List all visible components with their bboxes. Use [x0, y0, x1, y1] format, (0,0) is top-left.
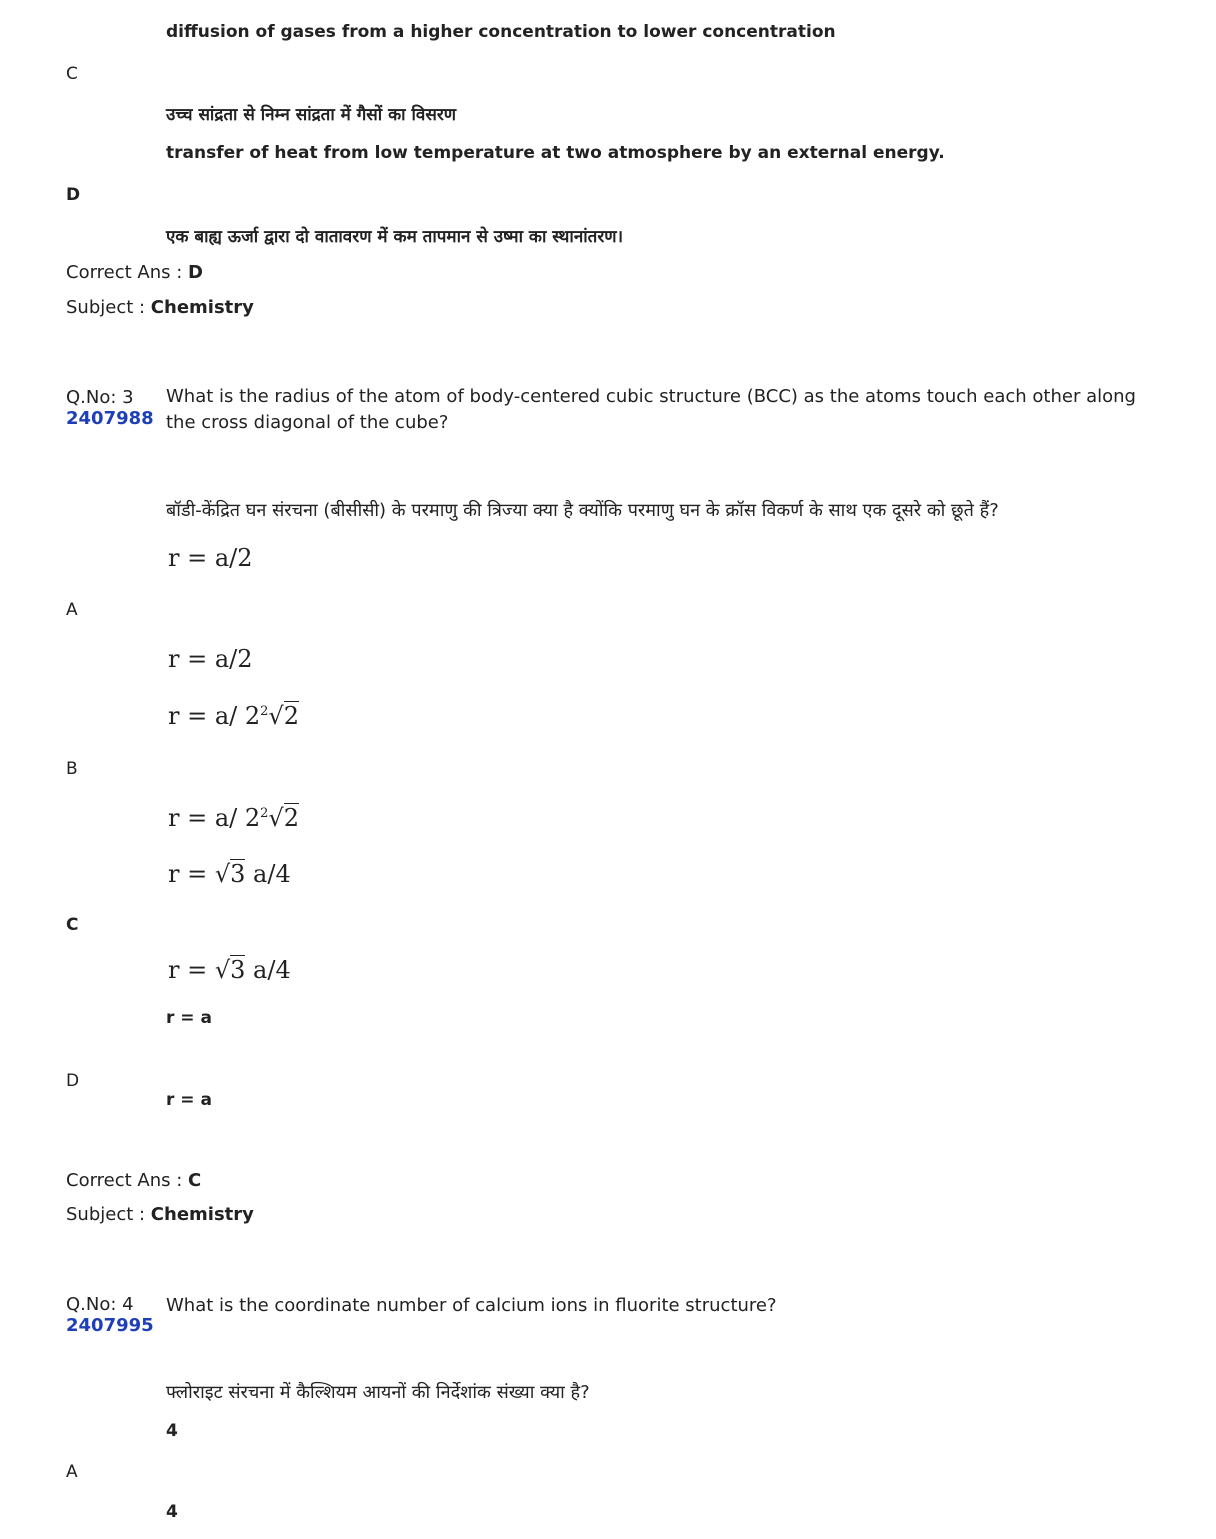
radical-icon: √ [214, 860, 231, 888]
q3-id: 2407988 [66, 408, 154, 429]
radical-icon: √ [214, 956, 231, 984]
formula-prefix: r = [168, 860, 215, 888]
q3-option-d-english: r = a [166, 1008, 212, 1028]
q3-option-c-hindi [168, 956, 291, 984]
q4-question-english: What is the coordinate number of calcium ions in fluorite structure? [166, 1295, 777, 1316]
q2-option-c-english: diffusion of gases from a higher concentration to lower concentration [166, 22, 836, 42]
q3-option-b-hindi [168, 804, 299, 832]
q2-option-d-letter: D [66, 185, 81, 205]
q2-correct-answer [66, 262, 203, 283]
formula-suffix: a/4 [245, 956, 291, 984]
q4-id: 2407995 [66, 1315, 154, 1336]
correct-ans-label: Correct Ans : [66, 262, 189, 283]
q3-option-b-letter: B [66, 759, 78, 779]
subject-value: Chemistry [150, 297, 254, 318]
q2-subject [66, 297, 254, 318]
radicand: 2 [283, 804, 299, 832]
q3-option-c-english [168, 860, 291, 888]
correct-ans-label: Correct Ans : [66, 1170, 189, 1191]
root-index: 2 [260, 806, 269, 821]
formula-prefix: r = a/ 2 [168, 702, 261, 730]
q4-option-a-hindi: 4 [166, 1502, 178, 1522]
q2-option-c-hindi: उच्च सांद्रता से निम्न सांद्रता में गैसों का विसरण [166, 105, 457, 125]
correct-ans-value: D [188, 262, 203, 283]
q2-option-d-english: transfer of heat from low temperature at two atmosphere by an external energy. [166, 143, 945, 163]
q3-option-b-english [168, 702, 299, 730]
radical-icon: √ [268, 804, 284, 832]
radicand: 2 [283, 702, 299, 730]
q3-option-a-english: r = a/2 [168, 544, 253, 572]
q2-option-d-hindi: एक बाह्य ऊर्जा द्वारा दो वातावरण में कम तापमान से उष्मा का स्थानांतरण। [166, 227, 624, 247]
q4-option-a-letter: A [66, 1462, 78, 1482]
q3-subject [66, 1204, 254, 1225]
radicand: 3 [230, 956, 246, 984]
formula-prefix: r = [168, 956, 215, 984]
subject-value: Chemistry [150, 1204, 254, 1225]
formula-suffix: a/4 [245, 860, 291, 888]
radicand: 3 [230, 860, 246, 888]
q3-number: Q.No: 3 [66, 387, 134, 408]
q3-correct-answer [66, 1170, 201, 1191]
q3-option-c-letter: C [66, 915, 79, 935]
correct-ans-value: C [188, 1170, 202, 1191]
q3-question-hindi: बॉडी-केंद्रित घन संरचना (बीसीसी) के परमाणु की त्रिज्या क्या है क्योंकि परमाणु घन के क्रॉस विकर्ण के साथ एक दूसरे को छूते हैं? [166, 500, 999, 521]
formula-prefix: r = a/ 2 [168, 804, 261, 832]
q4-option-a-english: 4 [166, 1421, 178, 1441]
q3-option-a-hindi: r = a/2 [168, 645, 253, 673]
subject-label: Subject : [66, 1204, 151, 1225]
q3-option-d-letter: D [66, 1071, 80, 1091]
q4-number: Q.No: 4 [66, 1294, 134, 1315]
root-index: 2 [260, 704, 269, 719]
q4-question-hindi: फ्लोराइट संरचना में कैल्शियम आयनों की निर्देशांक संख्या क्या है? [166, 1382, 590, 1403]
q2-option-c-letter: C [66, 64, 78, 84]
radical-icon: √ [268, 702, 284, 730]
q3-question-english: What is the radius of the atom of body-centered cubic structure (BCC) as the atoms touch each other along the cross diagonal of the cube? [166, 386, 1136, 433]
q3-option-a-letter: A [66, 600, 78, 620]
q3-option-d-hindi: r = a [166, 1090, 212, 1110]
subject-label: Subject : [66, 297, 151, 318]
